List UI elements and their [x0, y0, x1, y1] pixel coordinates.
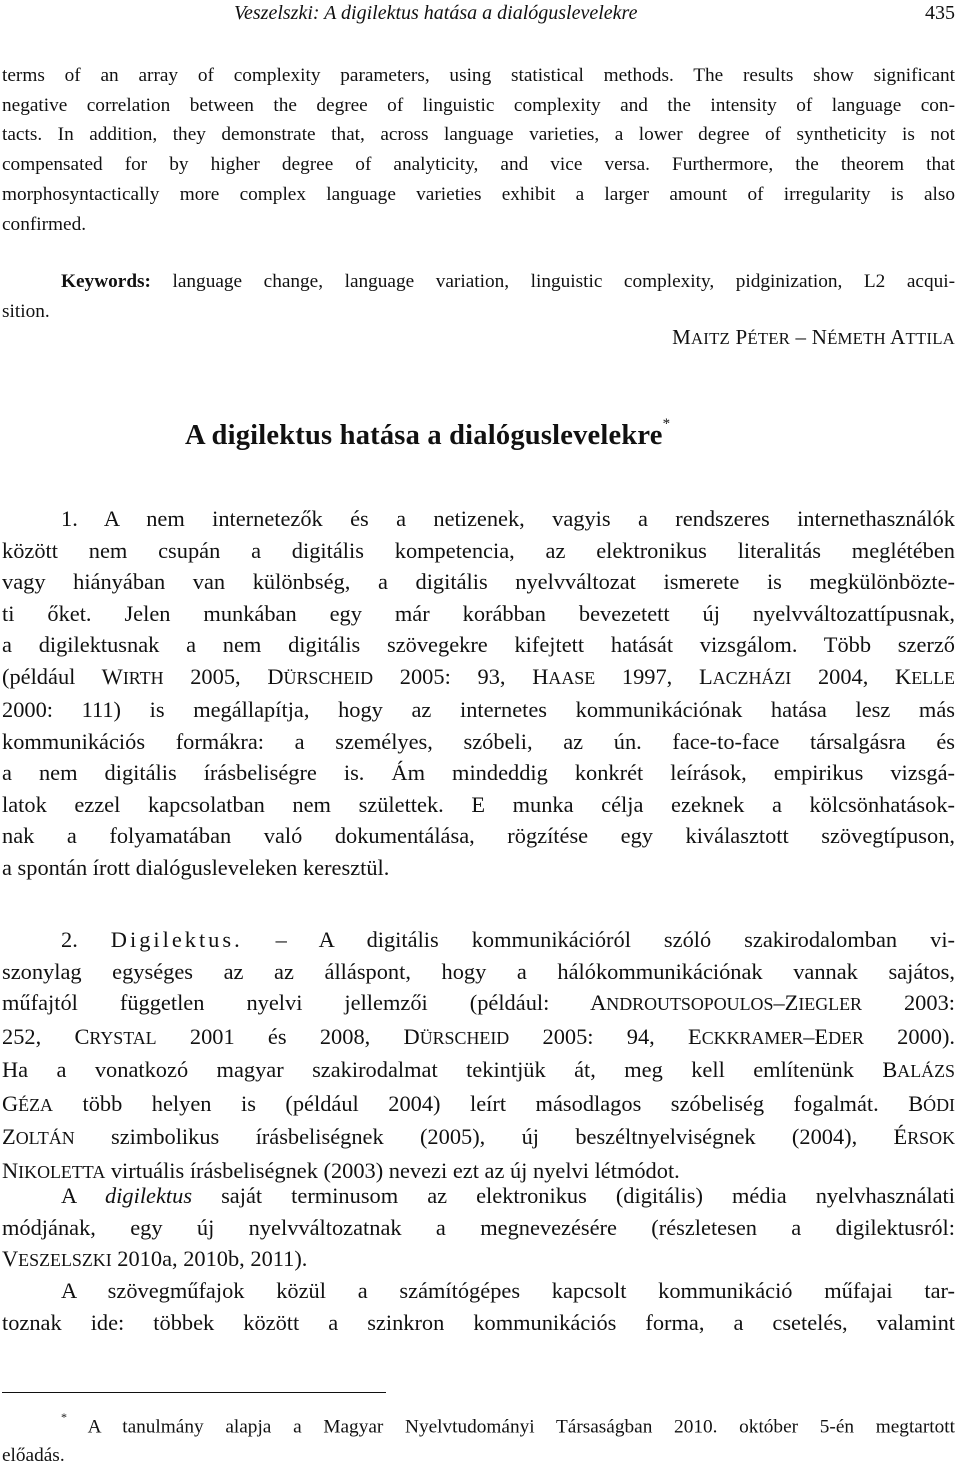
english-abstract	[2, 61, 955, 239]
body-line: 2000: 111) is megállapítja, hogy az internetes kommunikációnak hatása lesz más	[2, 697, 955, 722]
page-number: 435	[925, 2, 955, 24]
body-line: között nem csupán a digitális kompetencia, az elektronikus literalitás meglétében	[2, 537, 955, 563]
body-line: 1. A nem internetezők és a netizenek, vagyis a rendszeres internethasználók	[61, 506, 955, 531]
article-authors: MAITZ PÉTER – NÉMETH ATTILA	[672, 325, 955, 349]
body-line: 2. Digilektus. – A digitális kommunikációról szóló szakirodalomban vi-	[61, 927, 955, 952]
body-line: ZOLTÁN szimbolikus írásbeliségnek (2005), új beszéltnyelviségnek (2004), ÉRSOK	[2, 1124, 955, 1149]
article-title-text: A digilektus hatása a dialóguslevelekre	[185, 420, 663, 451]
article-title	[185, 415, 671, 452]
keywords-label: Keywords:	[61, 271, 151, 292]
abstract-line: confirmed.	[2, 213, 87, 235]
footnote	[2, 1407, 955, 1470]
body-line: toznak ide: többek között a szinkron kommunikációs forma, a csetelés, valamint	[2, 1309, 955, 1335]
paragraph-2	[2, 924, 955, 1188]
body-line: nak a folyamatában való dokumentálása, rögzítése egy kiválasztott szövegtípuson,	[2, 823, 955, 848]
body-line: vagy hiányában van különbség, a digitális nyelvváltozat ismerete is megkülönbözte-	[2, 569, 955, 594]
footnote-line: előadás.	[2, 1445, 65, 1467]
body-line: szonylag egységes az az álláspont, hogy a hálókommunikációnak vannak sajátos,	[2, 958, 955, 984]
term-digilektus: digilektus	[104, 1183, 193, 1208]
footnote-divider	[2, 1392, 386, 1393]
body-line: ti őket. Jelen munkában egy már korábban bevezetett új nyelvváltozattípusnak,	[2, 600, 955, 626]
body-line: A szövegműfajok közül a számítógépes kapcsolt kommunikáció műfajai tar-	[61, 1278, 955, 1303]
running-title: Veszelszki: A digilektus hatása a dialóguslevelekre	[234, 2, 638, 24]
running-head	[0, 2, 955, 28]
title-footnote-mark: *	[662, 415, 671, 432]
section-number: 2.	[61, 927, 111, 952]
body-line: VESZELSZKI 2010a, 2010b, 2011).	[2, 1246, 308, 1271]
abstract-line: compensated for by higher degree of analyticity, and vice versa. Furthermore, the theorem that	[2, 154, 955, 176]
keywords	[2, 267, 955, 326]
body-line: (például WIRTH 2005, DÜRSCHEID 2005: 93, HAASE 1997, LACZHÁZI 2004, KELLE	[2, 663, 955, 689]
section-heading: Digilektus.	[110, 927, 243, 952]
paragraph-3	[2, 1180, 955, 1277]
abstract-line: negative correlation between the degree of linguistic complexity and the intensity of language con-	[2, 94, 955, 116]
paragraph-1	[2, 503, 955, 883]
body-line: a nem digitális írásbeliségre is. Ám mindeddig konkrét leírások, empirikus vizsgá-	[2, 760, 955, 785]
body-line: latok ezzel kapcsolatban nem születtek. E munka célja ezeknek a kölcsönhatások-	[2, 791, 955, 817]
keywords-text: language change, language variation, linguistic complexity, pidginization, L2 acqui-	[150, 271, 955, 292]
body-line: NIKOLETTA virtuális írásbeliségnek (2003) nevezi ezt az új nyelvi létmódot.	[2, 1157, 680, 1183]
body-line: GÉZA több helyen is (például 2004) leírt másodlagos szóbeliség fogalmát. BÓDI	[2, 1090, 955, 1116]
keywords-line	[2, 267, 955, 297]
body-line: módjának, egy új nyelvváltozatnak a megnevezésére (részletesen a digilektusról:	[2, 1214, 955, 1240]
body-line: Ha a vonatkozó magyar szakirodalmat tekintjük át, meg kell említenünk BALÁZS	[2, 1057, 955, 1082]
body-line: A digilektus saját terminusom az elektronikus (digitális) média nyelvhasználati	[61, 1183, 955, 1208]
abstract-line: terms of an array of complexity parameters, using statistical methods. The results show significant	[2, 65, 955, 86]
keywords-line: sition.	[2, 300, 50, 322]
body-line: 252, CRYSTAL 2001 és 2008, DÜRSCHEID 2005: 94, ECKKRAMER–EDER 2000).	[2, 1023, 955, 1049]
abstract-line: morphosyntactically more complex language varieties exhibit a larger amount of irregularity is also	[2, 183, 955, 205]
paragraph-4	[2, 1275, 955, 1338]
body-line: a spontán írott dialógusleveleken keresztül.	[2, 854, 390, 880]
body-line: kommunikációs formákra: a személyes, szóbeli, az ún. face-to-face társalgásra és	[2, 728, 955, 754]
body-line: a digilektusnak a nem digitális szövegekre kifejtett hatását vizsgálom. Több szerző	[2, 632, 955, 657]
footnote-mark: *	[61, 1410, 67, 1424]
footnote-line: * A tanulmány alapja a Magyar Nyelvtudományi Társaságban 2010. október 5-én megtartott	[61, 1410, 955, 1438]
abstract-line: tacts. In addition, they demonstrate that, across language varieties, a lower degree of syntheticity is not	[2, 124, 955, 146]
body-line: műfajtól független nyelvi jellemzői (például: ANDROUTSOPOULOS–ZIEGLER 2003:	[2, 990, 955, 1015]
